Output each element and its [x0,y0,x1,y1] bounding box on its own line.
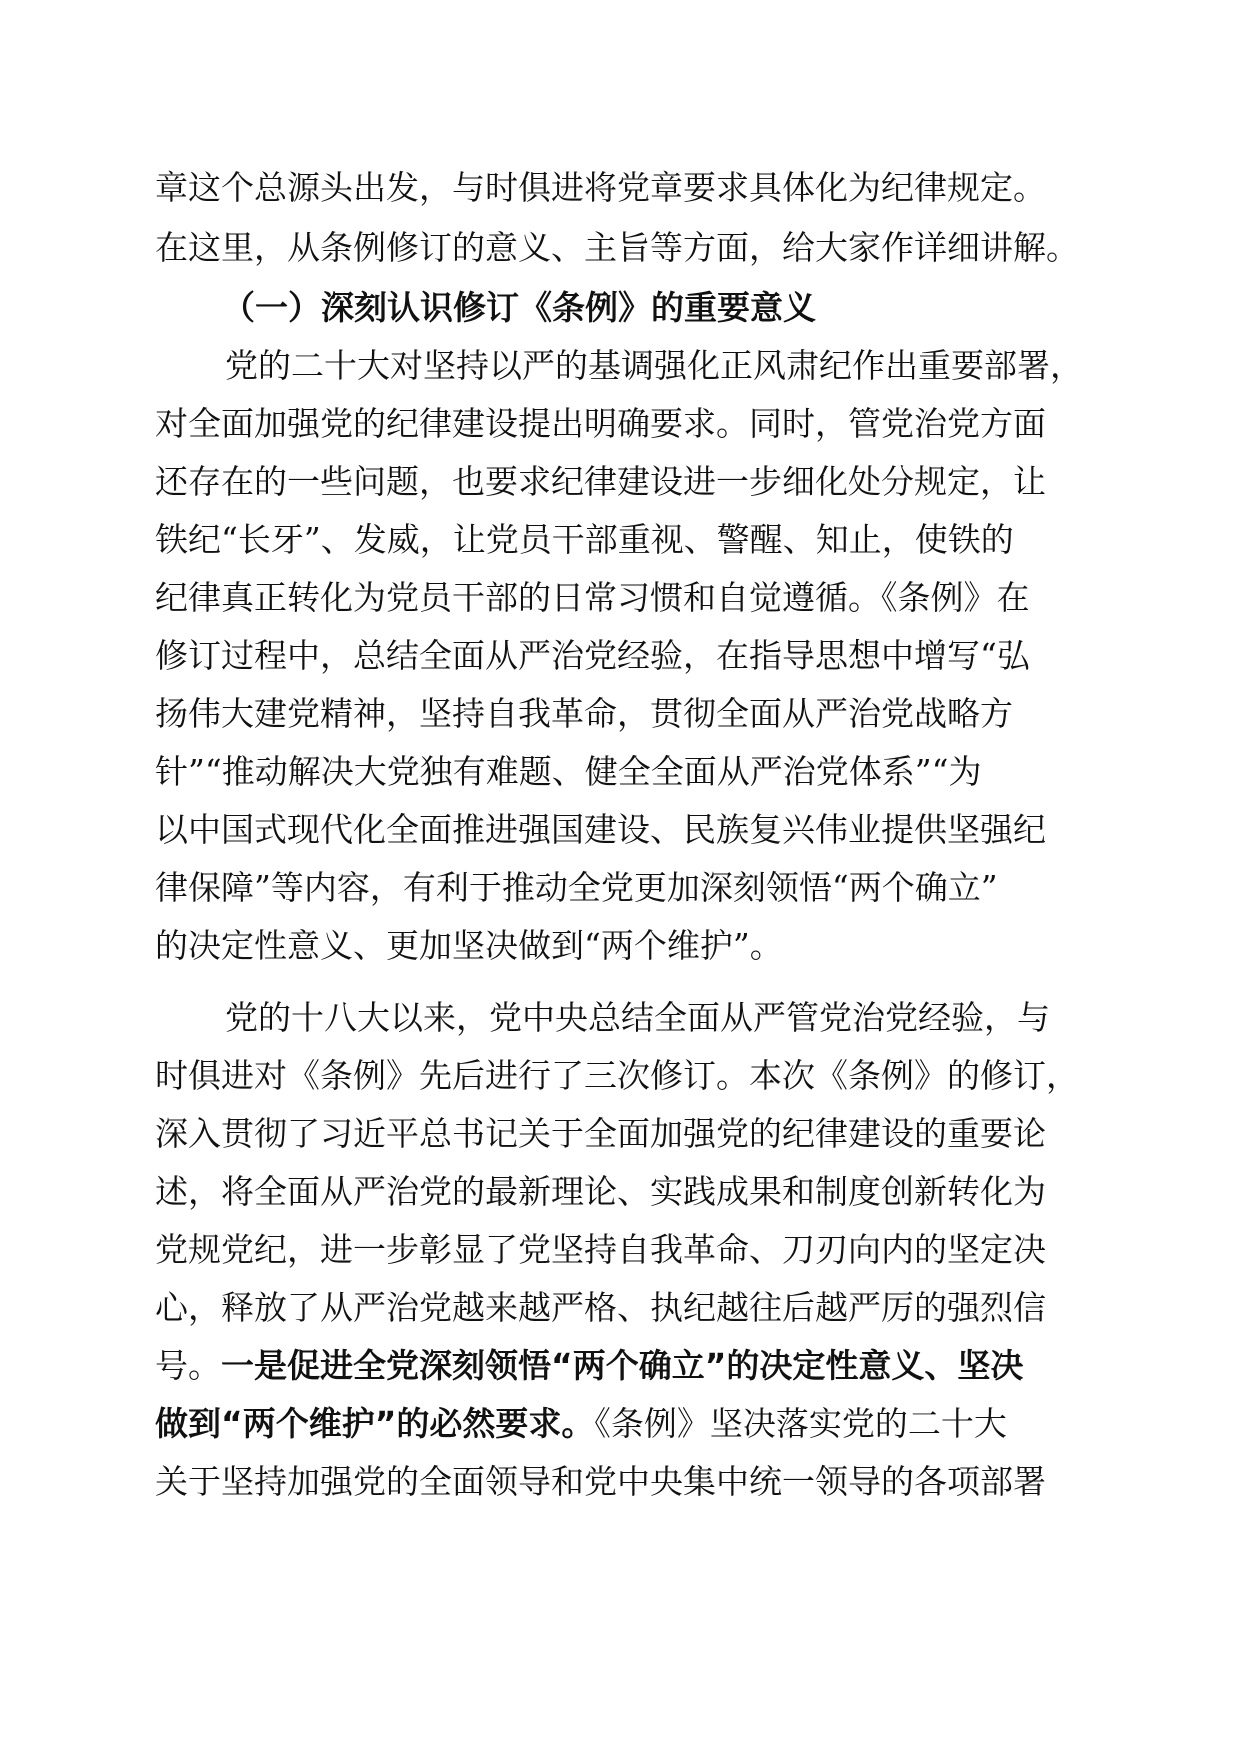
text-line: 深入贯彻了习近平总书记关于全面加强党的纪律建设的重要论 [155,1114,1046,1153]
paragraph-first-line: 党的二十大对坚持以严的基调强化正风肃纪作出重要部署， [225,346,1083,385]
text-line: 述，将全面从严治党的最新理论、实践成果和制度创新转化为 [155,1172,1046,1211]
text-line: 关于坚持加强党的全面领导和党中央集中统一领导的各项部署 [155,1462,1046,1501]
section-heading: （一）深刻认识修订《条例》的重要意义 [222,288,816,327]
text-line: 扬伟大建党精神，坚持自我革命，贯彻全面从严治党战略方 [155,694,1013,733]
text-segment: 号。 [155,1346,221,1385]
mixed-emphasis-line [155,1334,1065,1398]
text-line: 对全面加强党的纪律建设提出明确要求。同时，管党治党方面 [155,404,1046,443]
text-line: 针”“推动解决大党独有难题、健全全面从严治党体系”“为 [155,752,982,791]
bold-text-segment: 做到“两个维护”的必然要求。 [155,1404,595,1443]
text-line: 以中国式现代化全面推进强国建设、民族复兴伟业提供坚强纪 [155,810,1046,849]
mixed-emphasis-line [155,1392,1065,1456]
text-line: 党规党纪，进一步彰显了党坚持自我革命、刀刃向内的坚定决 [155,1230,1046,1269]
text-line: 修订过程中，总结全面从严治党经验，在指导思想中增写“弘 [155,636,1030,675]
text-line: 律保障”等内容，有利于推动全党更加深刻领悟“两个确立” [155,868,998,907]
text-line: 心，释放了从严治党越来越严格、执纪越往后越严厉的强烈信 [155,1288,1046,1327]
text-line: 还存在的一些问题，也要求纪律建设进一步细化处分规定，让 [155,462,1046,501]
text-line: 铁纪“长牙”、发威，让党员干部重视、警醒、知止，使铁的 [155,520,1014,559]
bold-text-segment: 一是促进全党深刻领悟“两个确立”的决定性意义、坚决 [221,1346,1024,1385]
paragraph-first-line: 党的十八大以来，党中央总结全面从严管党治党经验，与 [225,998,1050,1037]
text-line: 在这里，从条例修订的意义、主旨等方面，给大家作详细讲解。 [155,228,1079,267]
text-line: 纪律真正转化为党员干部的日常习惯和自觉遵循。《条例》在 [155,578,1030,617]
text-line: 时俱进对《条例》先后进行了三次修订。本次《条例》的修订， [155,1056,1079,1095]
text-line: 章这个总源头出发，与时俱进将党章要求具体化为纪律规定。 [155,168,1046,207]
text-segment: 《条例》坚决落实党的二十大 [594,1404,1007,1443]
text-line: 的决定性意义、更加坚决做到“两个维护”。 [155,926,783,965]
